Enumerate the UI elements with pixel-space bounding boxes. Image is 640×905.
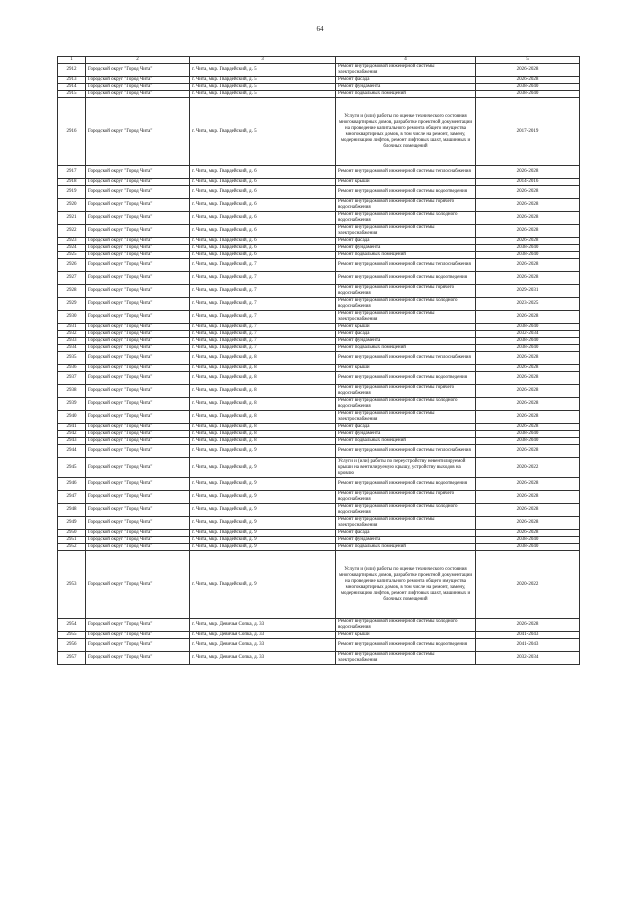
work-type-cell: Ремонт подвальных помещений [336, 438, 476, 445]
table-row [58, 64, 580, 77]
table-row [58, 252, 580, 259]
row-number-cell: 2928 [58, 285, 86, 298]
table-row [58, 551, 580, 619]
period-cell: 2038-2040 [476, 338, 580, 345]
address-cell: г. Чита, мкр. Гвардейский, д. 9 [190, 551, 336, 619]
address-cell: г. Чита, мкр. Гвардейский, д. 8 [190, 385, 336, 398]
address-cell: г. Чита, мкр. Гвардейский, д. 6 [190, 245, 336, 252]
work-type-cell: Ремонт подвальных помещений [336, 544, 476, 551]
work-type-cell: Ремонт подвальных помещений [336, 345, 476, 352]
work-type-cell: Ремонт внутридомовой инженерной системы водоотведения [336, 272, 476, 285]
period-cell: 2026-2028 [476, 64, 580, 77]
table-row [58, 311, 580, 324]
period-cell: 2026-2028 [476, 225, 580, 238]
row-number-cell: 2938 [58, 385, 86, 398]
row-number-cell: 2914 [58, 84, 86, 91]
table-row [58, 298, 580, 311]
row-number-cell: 2917 [58, 166, 86, 179]
table-row [58, 259, 580, 272]
work-type-cell: Услуги и (или) работы по оценке технического состояния многоквартирных домов, разработке проектной документации на проведение капитального ремонта общего имущества многоквартирных домов, в том числе на ремонт, замену, модернизацию лифтов, ремонт лифтовых шахт, машинных и блочных помещений [336, 551, 476, 619]
address-cell: г. Чита, мкр. Гвардейский, д. 7 [190, 272, 336, 285]
address-cell: г. Чита, мкр. Гвардейский, д. 6 [190, 212, 336, 225]
municipality-cell: Городской округ "Город Чита" [86, 544, 190, 551]
column-header: 4 [336, 57, 476, 64]
municipality-cell: Городской округ "Город Чита" [86, 458, 190, 478]
address-cell: г. Чита, мкр. Гвардейский, д. 6 [190, 199, 336, 212]
address-cell: г. Чита, мкр. Гвардейский, д. 5 [190, 91, 336, 98]
work-type-cell: Ремонт внутридомовой инженерной системы горячего водоснабжения [336, 385, 476, 398]
address-cell: г. Чита, мкр. Гвардейский, д. 9 [190, 491, 336, 504]
table-row [58, 424, 580, 431]
municipality-cell: Городской округ "Город Чита" [86, 438, 190, 445]
table-row [58, 331, 580, 338]
municipality-cell: Городской округ "Город Чита" [86, 252, 190, 259]
table-row [58, 91, 580, 98]
period-cell: 2038-2040 [476, 537, 580, 544]
address-cell: г. Чита, мкр. Гвардейский, д. 9 [190, 458, 336, 478]
work-type-cell: Ремонт внутридомовой инженерной системы холодного водоснабжения [336, 504, 476, 517]
row-number-cell: 2943 [58, 438, 86, 445]
address-cell: г. Чита, мкр. Гвардейский, д. 7 [190, 259, 336, 272]
work-type-cell: Ремонт внутридомовой инженерной системы теплоснабжения [336, 445, 476, 458]
row-number-cell: 2939 [58, 398, 86, 411]
period-cell: 2038-2040 [476, 438, 580, 445]
table-row [58, 225, 580, 238]
table-row [58, 411, 580, 424]
address-cell: г. Чита, мкр. Гвардейский, д. 9 [190, 537, 336, 544]
period-cell: 2038-2040 [476, 91, 580, 98]
work-type-cell: Ремонт внутридомовой инженерной системы электроснабжения [336, 64, 476, 77]
row-number-cell: 2930 [58, 311, 86, 324]
period-cell: 2038-2040 [476, 324, 580, 331]
municipality-cell: Городской округ "Город Чита" [86, 478, 190, 491]
row-number-cell: 2941 [58, 424, 86, 431]
municipality-cell: Городской округ "Город Чита" [86, 431, 190, 438]
capital-repair-table [57, 56, 580, 665]
table-row [58, 372, 580, 385]
period-cell: 2026-2028 [476, 311, 580, 324]
address-cell: г. Чита, мкр. Гвардейский, д. 5 [190, 64, 336, 77]
work-type-cell: Ремонт внутридомовой инженерной системы электроснабжения [336, 411, 476, 424]
table-row [58, 84, 580, 91]
address-cell: г. Чита, мкр. Девичья Сопка, д. 33 [190, 632, 336, 639]
work-type-cell: Ремонт фасада [336, 530, 476, 537]
row-number-cell: 2947 [58, 491, 86, 504]
municipality-cell: Городской округ "Город Чита" [86, 179, 190, 186]
row-number-cell: 2920 [58, 199, 86, 212]
row-number-cell: 2946 [58, 478, 86, 491]
table-row [58, 445, 580, 458]
row-number-cell: 2929 [58, 298, 86, 311]
table-row [58, 530, 580, 537]
work-type-cell: Ремонт фундамента [336, 338, 476, 345]
municipality-cell: Городской округ "Город Чита" [86, 504, 190, 517]
address-cell: г. Чита, мкр. Девичья Сопка, д. 33 [190, 652, 336, 665]
column-header: 3 [190, 57, 336, 64]
period-cell: 2026-2028 [476, 166, 580, 179]
period-cell: 2026-2028 [476, 77, 580, 84]
table-row [58, 238, 580, 245]
row-number-cell: 2918 [58, 179, 86, 186]
address-cell: г. Чита, мкр. Гвардейский, д. 8 [190, 431, 336, 438]
address-cell: г. Чита, мкр. Гвардейский, д. 9 [190, 445, 336, 458]
address-cell: г. Чита, мкр. Гвардейский, д. 7 [190, 298, 336, 311]
work-type-cell: Ремонт фасада [336, 238, 476, 245]
municipality-cell: Городской округ "Город Чита" [86, 385, 190, 398]
period-cell: 2029-2031 [476, 285, 580, 298]
work-type-cell: Услуги и (или) работы по переустройству невентилируемой крыши на вентилируемую крышу, устройству выходов на кровлю [336, 458, 476, 478]
municipality-cell: Городской округ "Город Чита" [86, 285, 190, 298]
table-row [58, 179, 580, 186]
work-type-cell: Ремонт внутридомовой инженерной системы водоотведения [336, 478, 476, 491]
table-row [58, 212, 580, 225]
work-type-cell: Ремонт фасада [336, 424, 476, 431]
column-header: 2 [86, 57, 190, 64]
work-type-cell: Ремонт подвальных помещений [336, 91, 476, 98]
row-number-cell: 2953 [58, 551, 86, 619]
address-cell: г. Чита, мкр. Гвардейский, д. 6 [190, 179, 336, 186]
municipality-cell: Городской округ "Город Чита" [86, 298, 190, 311]
period-cell: 2038-2040 [476, 345, 580, 352]
row-number-cell: 2932 [58, 331, 86, 338]
row-number-cell: 2927 [58, 272, 86, 285]
row-number-cell: 2956 [58, 639, 86, 652]
work-type-cell: Услуги и (или) работы по оценке технического состояния многоквартирных домов, разработке проектной документации на проведение капитального ремонта общего имущества многоквартирных домов, в том числе на ремонт, замену, модернизацию лифтов, ремонт лифтовых шахт, машинных и блочных помещений [336, 98, 476, 166]
row-number-cell: 2950 [58, 530, 86, 537]
work-type-cell: Ремонт подвальных помещений [336, 252, 476, 259]
municipality-cell: Городской округ "Город Чита" [86, 530, 190, 537]
municipality-cell: Городской округ "Город Чита" [86, 64, 190, 77]
table-row [58, 324, 580, 331]
work-type-cell: Ремонт фундамента [336, 84, 476, 91]
row-number-cell: 2931 [58, 324, 86, 331]
address-cell: г. Чита, мкр. Гвардейский, д. 8 [190, 372, 336, 385]
row-number-cell: 2922 [58, 225, 86, 238]
table-row [58, 285, 580, 298]
row-number-cell: 2915 [58, 91, 86, 98]
row-number-cell: 2935 [58, 352, 86, 365]
table-row [58, 272, 580, 285]
row-number-cell: 2951 [58, 537, 86, 544]
table-row [58, 619, 580, 632]
period-cell: 2041-2043 [476, 639, 580, 652]
address-cell: г. Чита, мкр. Гвардейский, д. 7 [190, 338, 336, 345]
row-number-cell: 2912 [58, 64, 86, 77]
row-number-cell: 2948 [58, 504, 86, 517]
period-cell: 2026-2028 [476, 530, 580, 537]
period-cell: 2026-2028 [476, 199, 580, 212]
row-number-cell: 2923 [58, 238, 86, 245]
work-type-cell: Ремонт крыши [336, 365, 476, 372]
municipality-cell: Городской округ "Город Чита" [86, 445, 190, 458]
work-type-cell: Ремонт внутридомовой инженерной системы горячего водоснабжения [336, 285, 476, 298]
municipality-cell: Городской округ "Город Чита" [86, 186, 190, 199]
address-cell: г. Чита, мкр. Гвардейский, д. 5 [190, 77, 336, 84]
address-cell: г. Чита, мкр. Гвардейский, д. 7 [190, 324, 336, 331]
row-number-cell: 2926 [58, 259, 86, 272]
table-row [58, 245, 580, 252]
municipality-cell: Городской округ "Город Чита" [86, 619, 190, 632]
table-row [58, 352, 580, 365]
table-row [58, 398, 580, 411]
work-type-cell: Ремонт внутридомовой инженерной системы теплоснабжения [336, 166, 476, 179]
period-cell: 2038-2040 [476, 252, 580, 259]
table-row [58, 431, 580, 438]
period-cell: 2014-2016 [476, 179, 580, 186]
municipality-cell: Городской округ "Город Чита" [86, 166, 190, 179]
address-cell: г. Чита, мкр. Гвардейский, д. 8 [190, 438, 336, 445]
period-cell: 2041-2043 [476, 632, 580, 639]
municipality-cell: Городской округ "Город Чита" [86, 491, 190, 504]
period-cell: 2026-2028 [476, 619, 580, 632]
work-type-cell: Ремонт внутридомовой инженерной системы электроснабжения [336, 517, 476, 530]
period-cell: 2038-2040 [476, 84, 580, 91]
municipality-cell: Городской округ "Город Чита" [86, 652, 190, 665]
page-number: 64 [316, 25, 324, 33]
period-cell: 2038-2040 [476, 544, 580, 551]
municipality-cell: Городской округ "Город Чита" [86, 272, 190, 285]
municipality-cell: Городской округ "Город Чита" [86, 411, 190, 424]
work-type-cell: Ремонт внутридомовой инженерной системы водоотведения [336, 372, 476, 385]
address-cell: г. Чита, мкр. Девичья Сопка, д. 33 [190, 619, 336, 632]
address-cell: г. Чита, мкр. Гвардейский, д. 7 [190, 311, 336, 324]
row-number-cell: 2945 [58, 458, 86, 478]
municipality-cell: Городской округ "Город Чита" [86, 632, 190, 639]
municipality-cell: Городской округ "Город Чита" [86, 199, 190, 212]
table-row [58, 504, 580, 517]
table-row [58, 652, 580, 665]
period-cell: 2026-2028 [476, 385, 580, 398]
table-body [58, 64, 580, 665]
row-number-cell: 2916 [58, 98, 86, 166]
address-cell: г. Чита, мкр. Гвардейский, д. 5 [190, 84, 336, 91]
address-cell: г. Чита, мкр. Девичья Сопка, д. 33 [190, 639, 336, 652]
period-cell: 2038-2040 [476, 245, 580, 252]
municipality-cell: Городской округ "Город Чита" [86, 311, 190, 324]
work-type-cell: Ремонт внутридомовой инженерной системы электроснабжения [336, 311, 476, 324]
column-header: 1 [58, 57, 86, 64]
work-type-cell: Ремонт внутридомовой инженерной системы горячего водоснабжения [336, 199, 476, 212]
address-cell: г. Чита, мкр. Гвардейский, д. 7 [190, 331, 336, 338]
address-cell: г. Чита, мкр. Гвардейский, д. 6 [190, 186, 336, 199]
address-cell: г. Чита, мкр. Гвардейский, д. 8 [190, 398, 336, 411]
table-row [58, 199, 580, 212]
period-cell: 2026-2028 [476, 491, 580, 504]
municipality-cell: Городской округ "Город Чита" [86, 238, 190, 245]
period-cell: 2032-2034 [476, 652, 580, 665]
municipality-cell: Городской округ "Город Чита" [86, 91, 190, 98]
period-cell: 2026-2028 [476, 272, 580, 285]
address-cell: г. Чита, мкр. Гвардейский, д. 8 [190, 411, 336, 424]
municipality-cell: Городской округ "Город Чита" [86, 517, 190, 530]
row-number-cell: 2936 [58, 365, 86, 372]
work-type-cell: Ремонт внутридомовой инженерной системы электроснабжения [336, 652, 476, 665]
period-cell: 2026-2028 [476, 186, 580, 199]
municipality-cell: Городской округ "Город Чита" [86, 639, 190, 652]
row-number-cell: 2934 [58, 345, 86, 352]
municipality-cell: Городской округ "Город Чита" [86, 424, 190, 431]
address-cell: г. Чита, мкр. Гвардейский, д. 6 [190, 252, 336, 259]
address-cell: г. Чита, мкр. Гвардейский, д. 7 [190, 285, 336, 298]
work-type-cell: Ремонт внутридомовой инженерной системы холодного водоснабжения [336, 298, 476, 311]
work-type-cell: Ремонт внутридомовой инженерной системы холодного водоснабжения [336, 212, 476, 225]
period-cell: 2026-2028 [476, 504, 580, 517]
period-cell: 2026-2028 [476, 238, 580, 245]
period-cell: 2026-2028 [476, 212, 580, 225]
municipality-cell: Городской округ "Город Чита" [86, 225, 190, 238]
table-row [58, 77, 580, 84]
work-type-cell: Ремонт фасада [336, 77, 476, 84]
municipality-cell: Городской округ "Город Чита" [86, 212, 190, 225]
row-number-cell: 2925 [58, 252, 86, 259]
period-cell: 2032-2034 [476, 331, 580, 338]
address-cell: г. Чита, мкр. Гвардейский, д. 9 [190, 530, 336, 537]
municipality-cell: Городской округ "Город Чита" [86, 551, 190, 619]
municipality-cell: Городской округ "Город Чита" [86, 338, 190, 345]
row-number-cell: 2949 [58, 517, 86, 530]
work-type-cell: Ремонт внутридомовой инженерной системы холодного водоснабжения [336, 398, 476, 411]
municipality-cell: Городской округ "Город Чита" [86, 537, 190, 544]
work-type-cell: Ремонт крыши [336, 632, 476, 639]
municipality-cell: Городской округ "Город Чита" [86, 365, 190, 372]
work-type-cell: Ремонт внутридомовой инженерной системы электроснабжения [336, 225, 476, 238]
period-cell: 2026-2028 [476, 411, 580, 424]
municipality-cell: Городской округ "Город Чита" [86, 398, 190, 411]
municipality-cell: Городской округ "Город Чита" [86, 245, 190, 252]
row-number-cell: 2957 [58, 652, 86, 665]
municipality-cell: Городской округ "Город Чита" [86, 352, 190, 365]
row-number-cell: 2940 [58, 411, 86, 424]
period-cell: 2023-2025 [476, 298, 580, 311]
work-type-cell: Ремонт внутридомовой инженерной системы горячего водоснабжения [336, 491, 476, 504]
work-type-cell: Ремонт фундамента [336, 431, 476, 438]
row-number-cell: 2942 [58, 431, 86, 438]
address-cell: г. Чита, мкр. Гвардейский, д. 9 [190, 517, 336, 530]
table-row [58, 537, 580, 544]
row-number-cell: 2933 [58, 338, 86, 345]
municipality-cell: Городской округ "Город Чита" [86, 331, 190, 338]
period-cell: 2026-2028 [476, 424, 580, 431]
table-row [58, 166, 580, 179]
work-type-cell: Ремонт внутридомовой инженерной системы холодного водоснабжения [336, 619, 476, 632]
table-row [58, 365, 580, 372]
table-row [58, 517, 580, 530]
period-cell: 2026-2028 [476, 478, 580, 491]
work-type-cell: Ремонт фундамента [336, 245, 476, 252]
municipality-cell: Городской округ "Город Чита" [86, 84, 190, 91]
work-type-cell: Ремонт крыши [336, 179, 476, 186]
period-cell: 2026-2028 [476, 365, 580, 372]
row-number-cell: 2924 [58, 245, 86, 252]
work-type-cell: Ремонт внутридомовой инженерной системы водоотведения [336, 186, 476, 199]
address-cell: г. Чита, мкр. Гвардейский, д. 9 [190, 504, 336, 517]
table-row [58, 345, 580, 352]
period-cell: 2026-2028 [476, 259, 580, 272]
row-number-cell: 2919 [58, 186, 86, 199]
table-row [58, 438, 580, 445]
row-number-cell: 2954 [58, 619, 86, 632]
period-cell: 2038-2040 [476, 431, 580, 438]
address-cell: г. Чита, мкр. Гвардейский, д. 8 [190, 424, 336, 431]
table-row [58, 186, 580, 199]
row-number-cell: 2921 [58, 212, 86, 225]
period-cell: 2026-2028 [476, 445, 580, 458]
row-number-cell: 2952 [58, 544, 86, 551]
period-cell: 2020-2022 [476, 551, 580, 619]
period-cell: 2017-2019 [476, 98, 580, 166]
work-type-cell: Ремонт фасада [336, 331, 476, 338]
row-number-cell: 2937 [58, 372, 86, 385]
row-number-cell: 2913 [58, 77, 86, 84]
municipality-cell: Городской округ "Город Чита" [86, 324, 190, 331]
column-header: 5 [476, 57, 580, 64]
work-type-cell: Ремонт внутридомовой инженерной системы теплоснабжения [336, 352, 476, 365]
row-number-cell: 2944 [58, 445, 86, 458]
work-type-cell: Ремонт внутридомовой инженерной системы водоотведения [336, 639, 476, 652]
work-type-cell: Ремонт крыши [336, 324, 476, 331]
address-cell: г. Чита, мкр. Гвардейский, д. 5 [190, 98, 336, 166]
municipality-cell: Городской округ "Город Чита" [86, 345, 190, 352]
table-row [58, 385, 580, 398]
period-cell: 2026-2028 [476, 398, 580, 411]
table-row [58, 478, 580, 491]
table-row [58, 639, 580, 652]
period-cell: 2026-2028 [476, 372, 580, 385]
table-row [58, 544, 580, 551]
table-row [58, 632, 580, 639]
address-cell: г. Чита, мкр. Гвардейский, д. 9 [190, 478, 336, 491]
municipality-cell: Городской округ "Город Чита" [86, 98, 190, 166]
address-cell: г. Чита, мкр. Гвардейский, д. 9 [190, 544, 336, 551]
period-cell: 2026-2028 [476, 517, 580, 530]
row-number-cell: 2955 [58, 632, 86, 639]
work-type-cell: Ремонт фундамента [336, 537, 476, 544]
address-cell: г. Чита, мкр. Гвардейский, д. 6 [190, 166, 336, 179]
table-row [58, 338, 580, 345]
table-row [58, 98, 580, 166]
address-cell: г. Чита, мкр. Гвардейский, д. 6 [190, 225, 336, 238]
address-cell: г. Чита, мкр. Гвардейский, д. 8 [190, 365, 336, 372]
period-cell: 2026-2028 [476, 352, 580, 365]
address-cell: г. Чита, мкр. Гвардейский, д. 8 [190, 352, 336, 365]
table-row [58, 491, 580, 504]
period-cell: 2020-2022 [476, 458, 580, 478]
address-cell: г. Чита, мкр. Гвардейский, д. 6 [190, 238, 336, 245]
work-type-cell: Ремонт внутридомовой инженерной системы теплоснабжения [336, 259, 476, 272]
table-row [58, 458, 580, 478]
municipality-cell: Городской округ "Город Чита" [86, 259, 190, 272]
address-cell: г. Чита, мкр. Гвардейский, д. 7 [190, 345, 336, 352]
header-row [58, 57, 580, 64]
municipality-cell: Городской округ "Город Чита" [86, 372, 190, 385]
municipality-cell: Городской округ "Город Чита" [86, 77, 190, 84]
